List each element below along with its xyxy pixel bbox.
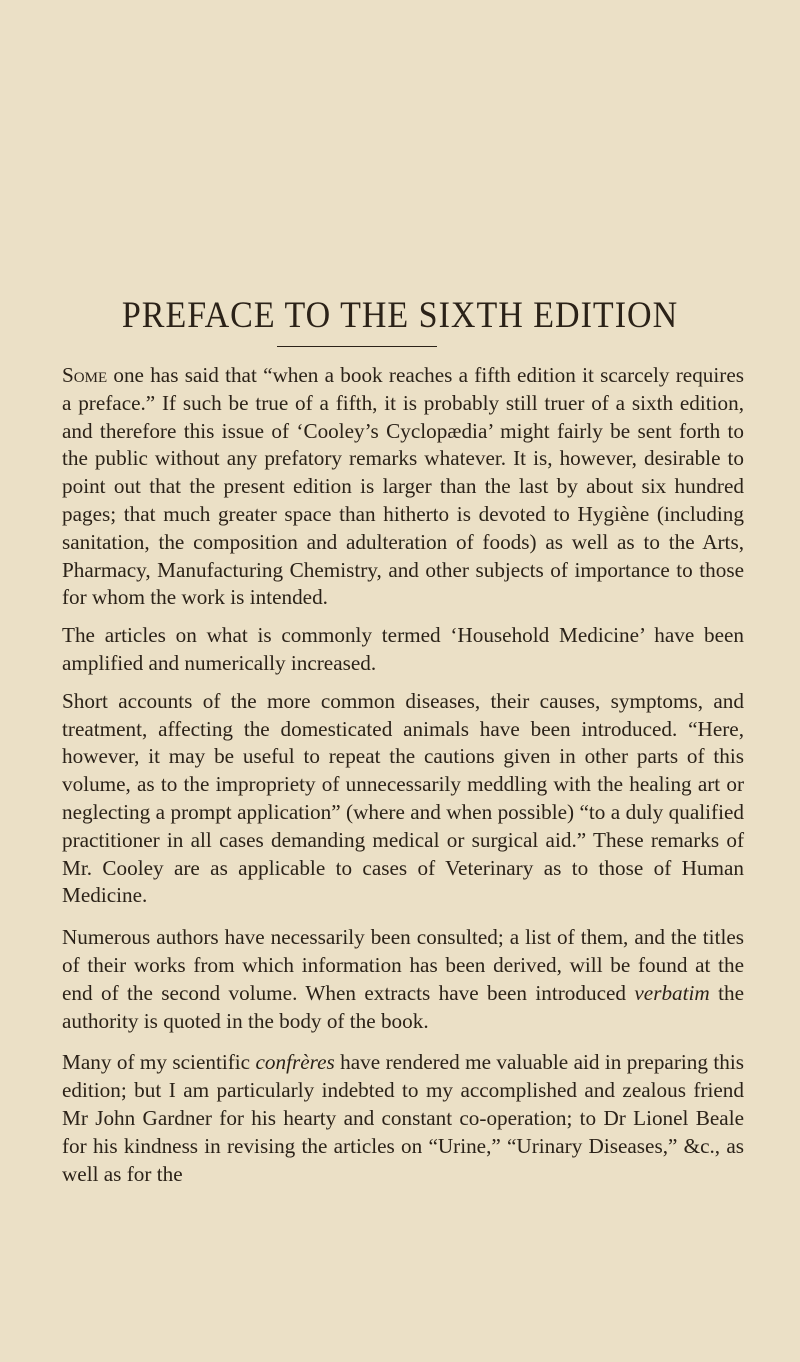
paragraph-5-before: Many of my scientific [62, 1050, 256, 1075]
title-rule [277, 346, 437, 347]
page-title: PREFACE TO THE SIXTH EDITION [121, 295, 679, 336]
paragraph-4 [62, 924, 744, 1035]
paragraph-4-after: the authority is quoted in the body of the book. [62, 980, 744, 1033]
paragraph-5-after: have rendered me valuable aid in preparing this edition; but I am particularly indebted to my accomplished and zealous friend Mr John Gardner for his hearty and constant co-operation; to Dr Lionel Beale for his kindness in revising the articles on “Urine,” “Urinary Diseases,” &c., as well as for the [62, 1050, 744, 1186]
lead-word: Some [62, 363, 108, 387]
paragraph-5-italic: confrères [255, 1050, 335, 1075]
preface-body [62, 362, 744, 1188]
paragraph-1 [62, 362, 744, 612]
paragraph-3: Short accounts of the more common diseases, their causes, symptoms, and treatment, affecting the domesticated animals have been introduced. “Here, however, it may be useful to repeat the cautions given in other parts of this volume, as to the impropriety of unnecessarily meddling with the healing art or neglecting a prompt application” (where and when possible) “to a duly qualified practitioner in all cases demanding medical or surgical aid.” These remarks of Mr. Cooley are as applicable to cases of Veterinary as to those of Human Medicine. [62, 688, 744, 908]
paragraph-5 [62, 1049, 744, 1188]
paragraph-1-text: one has said that “when a book reaches a fifth edition it scarcely requires a preface.” If such be true of a fifth, it is probably still truer of a sixth edition, and therefore this issue of ‘Cooley’s Cyclopædia’ might fairly be sent forth to the public without any prefatory remarks whatever. It is, however, desirable to point out that the present edition is larger than the last by about six hundred pages; that much greater space than hitherto is devoted to Hygiène (including sanitation, the composition and adulteration of foods) as well as to the Arts, Pharmacy, Manufacturing Chemistry, and other subjects of importance to those for whom the work is intended. [62, 363, 744, 610]
paragraph-4-before: Numerous authors have necessarily been consulted; a list of them, and the titles of their works from which information has been derived, will be found at the end of the second volume. When extracts have been introduced [62, 925, 744, 1005]
paragraph-4-italic: verbatim [634, 980, 710, 1005]
paragraph-2: The articles on what is commonly termed ‘Household Medicine’ have been amplified and numerically increased. [62, 623, 744, 675]
